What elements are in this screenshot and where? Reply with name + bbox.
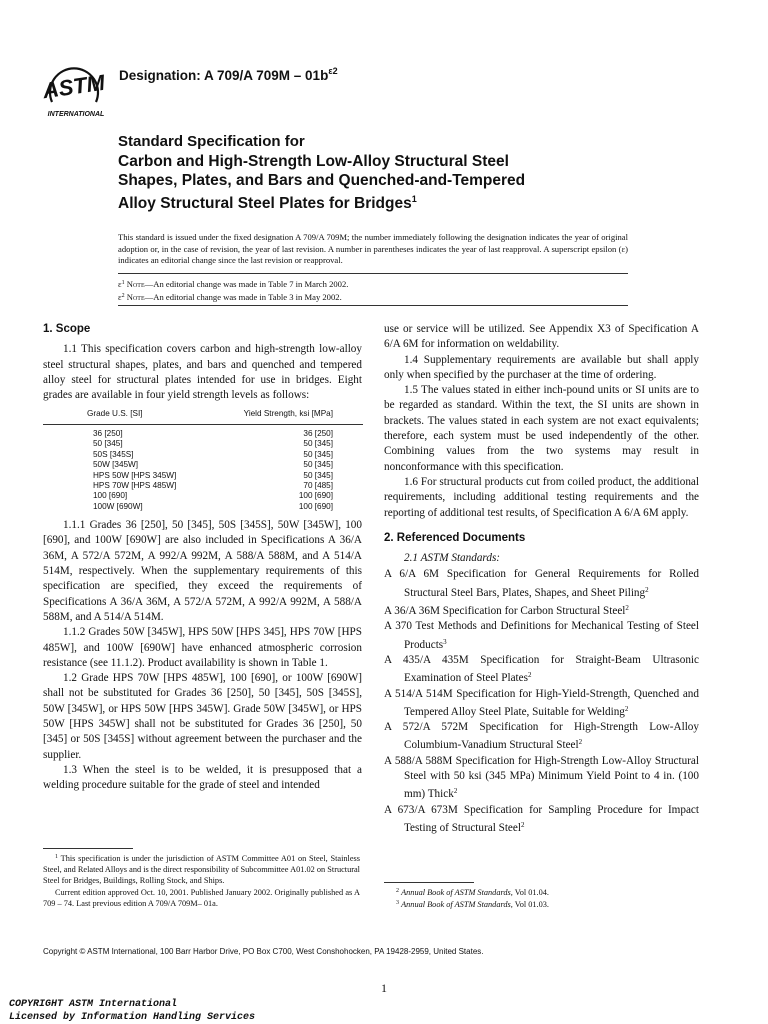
references-heading: 2. Referenced Documents (384, 531, 526, 544)
yield-cell: 50 [345] (303, 460, 333, 470)
footnote-mark: 2 (624, 704, 629, 713)
footnote-mark: 2 (520, 820, 525, 829)
grade-cell: 100 [690] (93, 491, 128, 501)
footnote-rule (43, 848, 133, 849)
designation-text: Designation: A 709/A 709M – 01b (119, 68, 329, 83)
designation-sup: ε2 (328, 66, 338, 76)
reference-item: A 6/A 6M Specification for General Requirements for Rolled Structural Steel Bars, Plates, Shapes, and Sheet Piling$^2$ (384, 568, 699, 599)
divider (118, 305, 628, 306)
reference-item: A 514/A 514M Specification for High-Yield-Strength, Quenched and Tempered Alloy Steel Plate, Suitable for Welding$^2$ (384, 687, 699, 718)
paragraph-1-6: 1.6 For structural products cut from coiled product, the additional requirements, including additional testing requirements and the reporting of additional test results, of Specification A 6/A 6M apply. (384, 475, 699, 519)
reference-item: A 673/A 673M Specification for Sampling Procedure for Impact Testing of Structural Steel$^2$ (384, 803, 699, 834)
paragraph-1-3: 1.3 When the steel is to be welded, it is presupposed that a welding procedure suitable for the grade of steel and intended (43, 763, 362, 792)
yield-cell: 50 [345] (303, 439, 333, 449)
footnote-mark: 2 (578, 738, 583, 747)
footnote-mark: 2 (453, 787, 458, 796)
scope-heading: 1. Scope (43, 323, 91, 335)
yield-cell: 36 [250] (303, 428, 333, 438)
editorial-note: $\varepsilon^2$ Note—An editorial change was made in Table 3 in May 2002. (118, 291, 342, 302)
paragraph-1-3-cont: use or service will be utilized. See Appendix X3 of Specification A 6/A 6M for information on weldability. (384, 323, 699, 351)
yield-column-header: Yield Strength, ksi [MPa] (243, 409, 333, 419)
footnote-mark: 2 (527, 671, 532, 680)
paragraph-1-4: 1.4 Supplementary requirements are available but shall apply only when specified by the purchaser at the time of ordering. (384, 353, 699, 381)
footnote-mark: 3 (443, 637, 447, 646)
title-line-4: Alloy Structural Steel Plates for Bridges$^1$ (118, 194, 417, 212)
paragraph-1-2: 1.2 Grade HPS 70W [HPS 485W], 100 [690], or 100W [690W] shall not be substituted for Grades 36 [250], 50 [345], 50S [345S], 50W [345W], or HPS 50W [HPS 345W]. Grade 50W [345W], or HPS 50W [HPS 345W] shall not be substituted for Grades 36 [250], 50 [345] or 50S [345S] without agreement between the purchaser and the supplier. (43, 672, 362, 761)
grade-table-row (43, 439, 363, 449)
footnote-2: $^2$ Annual Book of ASTM Standards, Vol 01.04. (396, 888, 549, 897)
yield-cell: 100 [690] (298, 491, 333, 501)
grade-table-header (43, 409, 363, 424)
licence-notice (9, 998, 255, 1024)
standard-title (118, 132, 638, 213)
grade-cell: 50S [345S] (93, 449, 134, 459)
grade-cell: HPS 70W [HPS 485W] (93, 480, 177, 490)
designation (119, 66, 338, 83)
footnote-1: $^1$ This specification is under the jurisdiction of ASTM Committee A01 on Steel, Stainless Steel, and Related Alloys and is the direct responsibility of Subcommittee A01.02 on Structural Steel for Bridges, Buildings, Rolling Stock, and Ships. Current edition approved Oct. 10, 2001. Published January 2002. Originally published as A 709 – 74. Last previous edition A 709/A 709M– 01a. (43, 854, 360, 908)
footnote-mark: 2 (645, 585, 649, 594)
grade-table-row (43, 450, 363, 460)
issuance-statement: This standard is issued under the fixed designation A 709/A 709M; the number immediately following the designation indicates the year of original adoption or, in the case of revision, the year of last revision. A number in parentheses indicates the year of last reapproval. A superscript epsilon (ε) indicates an editorial change since the last revision or reapproval. (118, 232, 628, 265)
logo-text: ASTM (41, 69, 107, 104)
grade-table-row (43, 481, 363, 491)
grade-table-row (43, 460, 363, 470)
divider (118, 273, 628, 274)
references-list (384, 551, 699, 836)
editorial-note: $\varepsilon^1$ Note—An editorial change was made in Table 7 in March 2002. (118, 279, 349, 289)
grade-column-header: Grade U.S. [SI] (87, 409, 143, 419)
left-column (43, 322, 362, 793)
paragraph-1-1-2: 1.1.2 Grades 50W [345W], HPS 50W [HPS 345], HPS 70W [HPS 485W], and 100W [690W] have enhanced atmospheric corrosion resistance (see 11.1.2). Product availability is shown in Table 1. (43, 626, 362, 669)
editorial-notes (118, 278, 628, 303)
title-line-1: Standard Specification for (118, 133, 305, 150)
grade-cell: 36 [250] (93, 428, 123, 438)
right-column (384, 322, 699, 836)
references-subheading: 2.1 ASTM Standards: (404, 552, 501, 565)
reference-item: A 572/A 572M Specification for High-Strength Low-Alloy Columbium-Vanadium Structural Steel$^2$ (384, 721, 699, 752)
yield-cell: 50 [345] (303, 449, 333, 459)
grade-table (43, 409, 363, 512)
grade-table-row (43, 471, 363, 481)
paragraph-1-5: 1.5 The values stated in either inch-pound units or SI units are to be regarded as standard. Within the text, the SI units are shown in brackets. The values stated in each system are not exact equivalents; therefore, each system must be used independently of the other. Combining values from the two systems may result in nonconformance with this specification. (384, 384, 699, 473)
reference-item: A 588/A 588M Specification for High-Strength Low-Alloy Structural Steel with 50 ksi (345 MPa) Minimum Yield Point to 4 in. (100 mm) Thick$^2$ (384, 754, 699, 801)
licence-line-2: Licensed by Information Handling Services (9, 1012, 256, 1023)
reference-item: A 36/A 36M Specification for Carbon Structural Steel$^2$ (384, 604, 629, 618)
footnote-mark: 2 (625, 604, 629, 613)
paragraph-1-1-1: 1.1.1 Grades 36 [250], 50 [345], 50S [345S], 50W [345W], 100 [690], and 100W [690W] are also included in Specifications A 36/A 36M, A 572/A 572M, A 992/A 992M, A 588/A 588M, and A 514/A 514M, respectively. When the supplementary requirements of this specification are specified, they exceed the requirements of Specifications A 36/A 36M, A 572/A 572M, A 992/A 992M, A 588/A 588M, and A 514/A 514M. (43, 519, 362, 623)
astm-logo (36, 58, 112, 120)
footnotes-right (384, 886, 699, 910)
title-line-2: Carbon and High-Strength Low-Alloy Structural Steel (118, 153, 509, 170)
grade-table-row (43, 491, 363, 501)
grade-cell: HPS 50W [HPS 345W] (93, 470, 177, 480)
reference-item: A 435/A 435M Specification for Straight-Beam Ultrasonic Examination of Steel Plates$^2$ (384, 653, 699, 685)
grade-cell: 50W [345W] (93, 460, 139, 470)
page-number: 1 (381, 981, 387, 995)
grade-cell: 50 [345] (93, 439, 123, 449)
yield-cell: 100 [690] (298, 501, 333, 511)
grade-table-row (43, 502, 363, 512)
grade-cell: 100W [690W] (93, 501, 143, 511)
reference-item: A 370 Test Methods and Definitions for Mechanical Testing of Steel Products$^3$ (384, 620, 699, 651)
footnote-3: $^3$ Annual Book of ASTM Standards, Vol 01.03. (396, 900, 549, 910)
yield-cell: 70 [485] (303, 480, 333, 490)
logo-subtext: INTERNATIONAL (47, 111, 105, 118)
title-line-3: Shapes, Plates, and Bars and Quenched-and-Tempered (118, 172, 526, 189)
footnote-rule (384, 882, 474, 883)
yield-cell: 50 [345] (303, 470, 333, 480)
paragraph-1-1: 1.1 This specification covers carbon and high-strength low-alloy steel structural shapes, plates, and bars and quenched and tempered alloy steel for structural plates intended for use in bridges. Eight grades are available in four yield strength levels as follows: (43, 343, 362, 402)
grade-table-row (43, 429, 363, 439)
copyright-line: Copyright © ASTM International, 100 Barr Harbor Drive, PO Box C700, West Conshohocken, PA 19428-2959, United States. (43, 947, 484, 956)
title-footnote-mark: 1 (411, 194, 417, 204)
grade-table-body (43, 425, 363, 512)
licence-line-1: COPYRIGHT ASTM International (9, 999, 178, 1010)
